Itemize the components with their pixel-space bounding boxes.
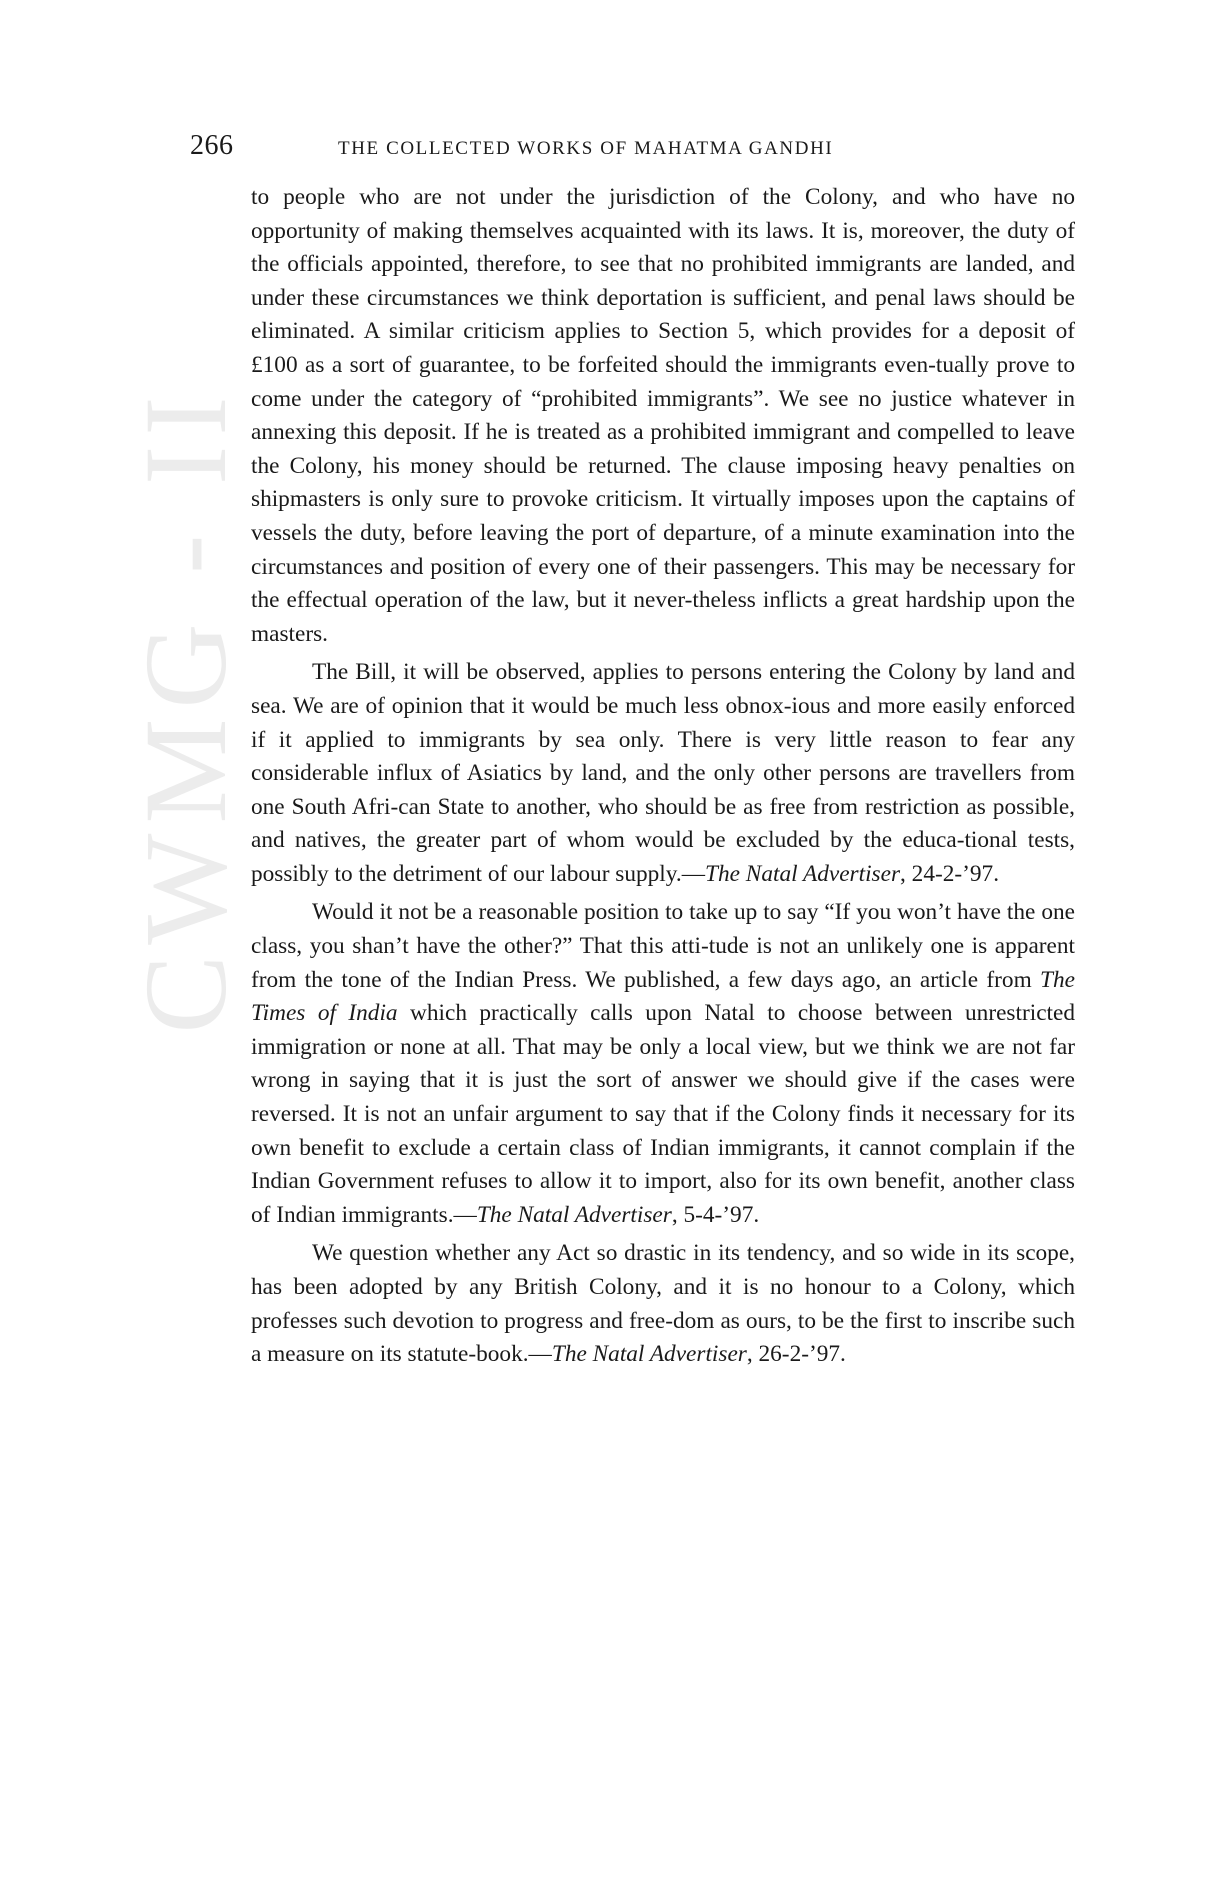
- paragraph-1-text: to people who are not under the jurisdiction of the Colony, and who have no opportunity of making themselves acquainted with its laws. It is, moreover, the duty of the officials appointed, therefore, to see that no prohibited immigrants are landed, and under these circumstances we think deportation is sufficient, and penal laws should be eliminated. A similar criticism applies to Section 5, which provides for a deposit of £100 as a sort of guarantee, to be forfeited should the immigrants even-tually prove to come under the category of “prohibited immigrants”. We see no justice whatever in annexing this deposit. If he is treated as a prohibited immigrant and compelled to leave the Colony, his money should be returned. The clause imposing heavy penalties on shipmasters is only sure to provoke criticism. It virtually imposes upon the captains of vessels the duty, before leaving the port of departure, of a minute examination into the circumstances and position of every one of their passengers. This may be necessary for the effectual operation of the law, but it never-theless inflicts a great hardship upon the masters.: [251, 184, 1075, 647]
- paragraph-3-text-continued: which practically calls upon Natal to choose between unrestricted immigration or none at all. That may be only a local view, but we think we are not far wrong in saying that it is just the sort of answer we should give if the cases were reversed. It is not an unfair argument to say that if the Colony finds it necessary for its own benefit to exclude a certain class of Indian immigrants, it cannot complain if the Indian Government refuses to allow it to import, also for its own benefit, another class of Indian immigrants.—: [251, 1000, 1075, 1228]
- cited-title: The Times of India: [251, 966, 1075, 1027]
- source-date: , 24-2-’97.: [900, 860, 1000, 887]
- page-number: 266: [190, 130, 234, 161]
- source-date: , 26-2-’97.: [746, 1341, 846, 1368]
- source-title: The Natal Advertiser: [476, 1201, 672, 1228]
- page-header: [190, 130, 1070, 170]
- body-text: [251, 181, 1075, 1377]
- paragraph-2: [251, 656, 1075, 891]
- paragraph-3-text: Would it not be a reasonable position to take up to say “If you won’t have the one class, you shan’t have the other?” That this atti-tude is not an unlikely one is apparent from the tone of the Indian Press. We published, a few days ago, an article from: [251, 899, 1075, 993]
- source-title: The Natal Advertiser: [705, 860, 901, 887]
- watermark: CWMG - II: [120, 386, 251, 1034]
- paragraph-1: [251, 181, 1075, 651]
- paragraph-3: [251, 896, 1075, 1232]
- source-title: The Natal Advertiser: [551, 1341, 747, 1368]
- paragraph-4-text: We question whether any Act so drastic in its tendency, and so wide in its scope, has been adopted by any British Colony, and it is no honour to a Colony, which professes such devotion to progress and free-dom as ours, to be the first to inscribe such a measure on its statute-book.—: [251, 1240, 1075, 1368]
- paragraph-2-text: The Bill, it will be observed, applies to persons entering the Colony by land and sea. We are of opinion that it would be much less obnox-ious and more easily enforced if it applied to immigrants by sea only. There is very little reason to fear any considerable influx of Asiatics by land, and the only other persons are travellers from one South Afri-can State to another, who should be as free from restriction as possible, and natives, the greater part of whom would be excluded by the educa-tional tests, possibly to the detriment of our labour supply.—: [251, 659, 1075, 887]
- running-head: THE COLLECTED WORKS OF MAHATMA GANDHI: [338, 138, 834, 159]
- paragraph-4: [251, 1237, 1075, 1371]
- source-date: , 5-4-’97.: [671, 1201, 760, 1228]
